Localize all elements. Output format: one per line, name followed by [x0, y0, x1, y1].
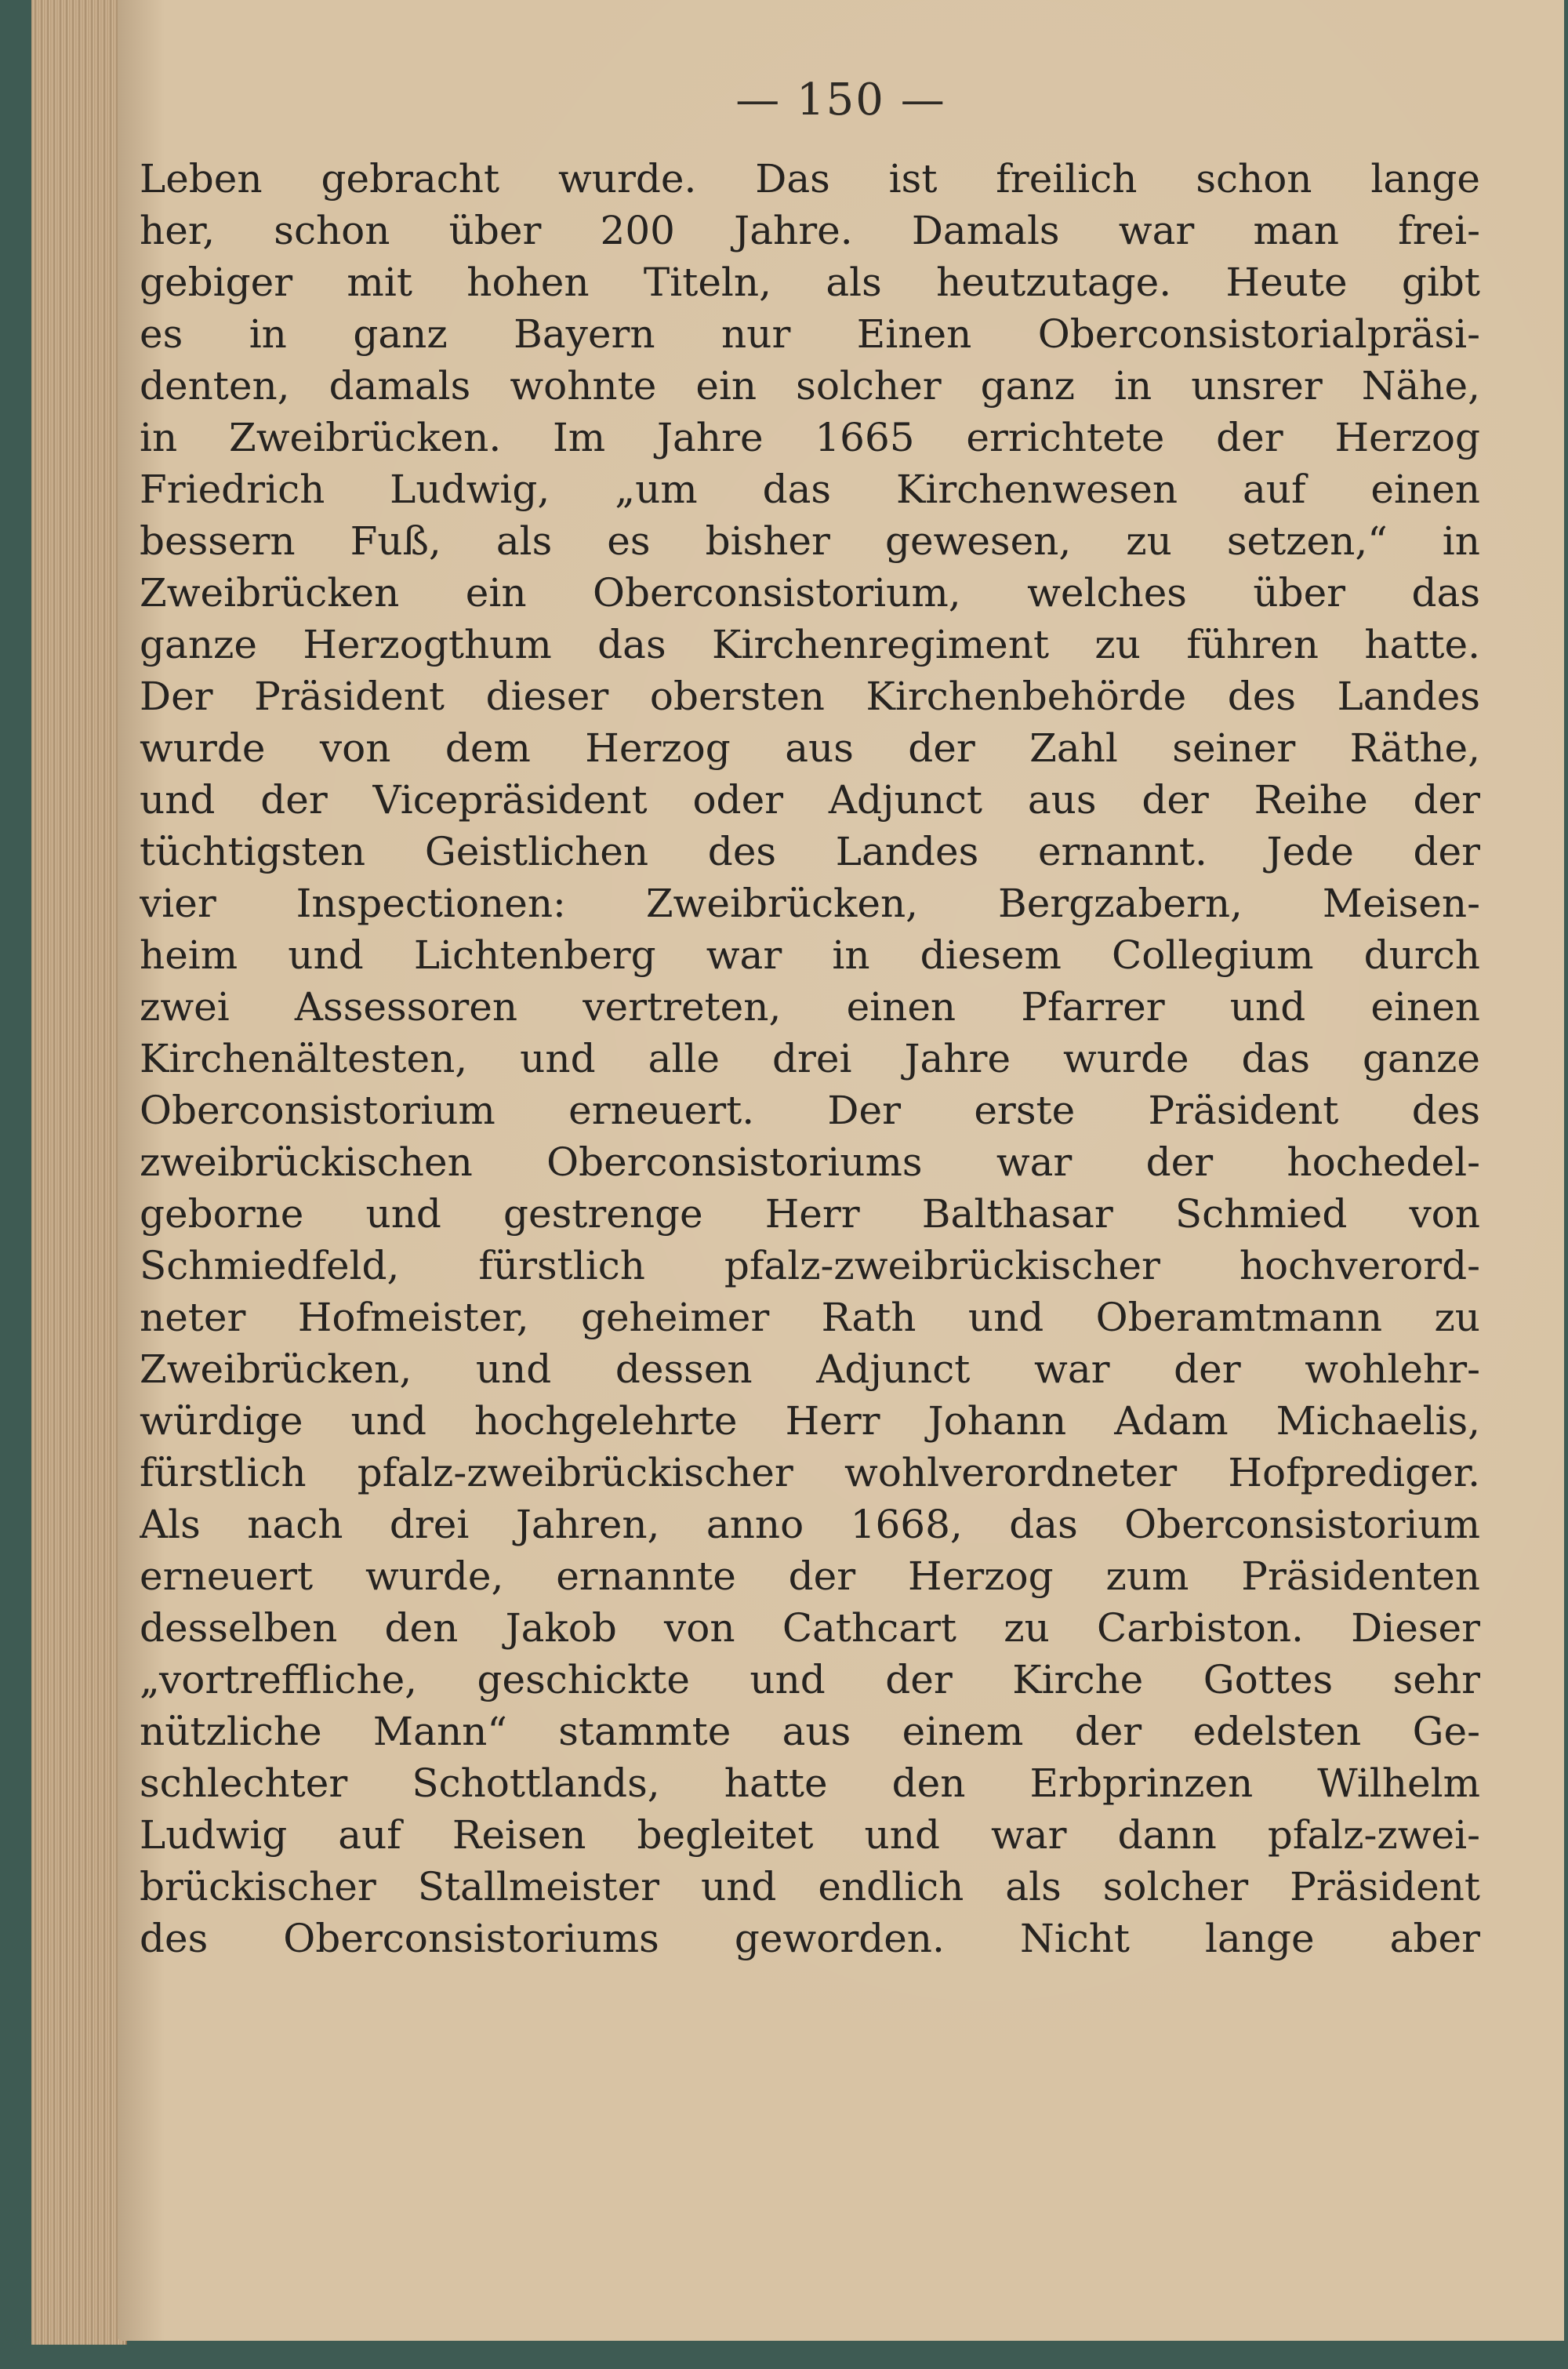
text-line: her, schon über 200 Jahre. Damals war man frei- — [140, 208, 1480, 253]
body-text — [140, 153, 1480, 1964]
text-line: ganze Herzogthum das Kirchenregiment zu führen hatte. — [140, 622, 1480, 667]
text-line: zwei Assessoren vertreten, einen Pfarrer und einen — [140, 984, 1480, 1030]
text-line: es in ganz Bayern nur Einen Oberconsistorialpräsi- — [140, 311, 1480, 357]
text-line: gebiger mit hohen Titeln, als heutzutage. Heute gibt — [140, 260, 1480, 305]
text-line: Oberconsistorium erneuert. Der erste Präsident des — [140, 1088, 1480, 1133]
text-line: heim und Lichtenberg war in diesem Collegium durch — [140, 932, 1480, 978]
text-line: und der Vicepräsident oder Adjunct aus der Reihe der — [140, 777, 1480, 823]
text-line: würdige und hochgelehrte Herr Johann Adam Michaelis, — [140, 1398, 1480, 1444]
text-line: Zweibrücken, und dessen Adjunct war der wohlehr- — [140, 1346, 1480, 1392]
text-line: Zweibrücken ein Oberconsistorium, welches über das — [140, 570, 1480, 616]
text-line: Kirchenältesten, und alle drei Jahre wurde das ganze — [140, 1036, 1480, 1081]
text-line: Ludwig auf Reisen begleitet und war dann pfalz-zwei- — [140, 1812, 1480, 1858]
text-line: fürstlich pfalz-zweibrückischer wohlverordneter Hofprediger. — [140, 1450, 1480, 1495]
page-stack-edge — [31, 0, 127, 2345]
text-line: desselben den Jakob von Cathcart zu Carbiston. Dieser — [140, 1605, 1480, 1651]
text-line: Der Präsident dieser obersten Kirchenbehörde des Landes — [140, 674, 1480, 719]
text-line: neter Hofmeister, geheimer Rath und Oberamtmann zu — [140, 1295, 1480, 1340]
text-line: Schmiedfeld, fürstlich pfalz-zweibrückischer hochverord- — [140, 1243, 1480, 1288]
text-line: brückischer Stallmeister und endlich als solcher Präsident — [140, 1864, 1480, 1909]
text-line: des Oberconsistoriums geworden. Nicht lange aber — [140, 1916, 1480, 1961]
text-line: vier Inspectionen: Zweibrücken, Bergzabern, Meisen- — [140, 881, 1480, 926]
text-line: nützliche Mann“ stammte aus einem der edelsten Ge- — [140, 1709, 1480, 1754]
text-line: Als nach drei Jahren, anno 1668, das Oberconsistorium — [140, 1502, 1480, 1547]
text-line: geborne und gestrenge Herr Balthasar Schmied von — [140, 1191, 1480, 1237]
text-line: tüchtigsten Geistlichen des Landes ernannt. Jede der — [140, 829, 1480, 874]
text-line: bessern Fuß, als es bisher gewesen, zu setzen,“ in — [140, 518, 1480, 564]
page-number: — 150 — — [735, 74, 946, 125]
text-line: zweibrückischen Oberconsistoriums war der hochedel- — [140, 1139, 1480, 1185]
text-line: wurde von dem Herzog aus der Zahl seiner Räthe, — [140, 725, 1480, 771]
text-line: in Zweibrücken. Im Jahre 1665 errichtete der Herzog — [140, 415, 1480, 460]
text-line: „vortreffliche, geschickte und der Kirche Gottes sehr — [140, 1657, 1480, 1702]
text-line: schlechter Schottlands, hatte den Erbprinzen Wilhelm — [140, 1760, 1480, 1806]
text-line: denten, damals wohnte ein solcher ganz in unsrer Nähe, — [140, 363, 1480, 409]
text-line: Leben gebracht wurde. Das ist freilich schon lange — [140, 156, 1480, 202]
text-line: Friedrich Ludwig, „um das Kirchenwesen auf einen — [140, 467, 1480, 512]
text-line: erneuert wurde, ernannte der Herzog zum Präsidenten — [140, 1553, 1480, 1599]
